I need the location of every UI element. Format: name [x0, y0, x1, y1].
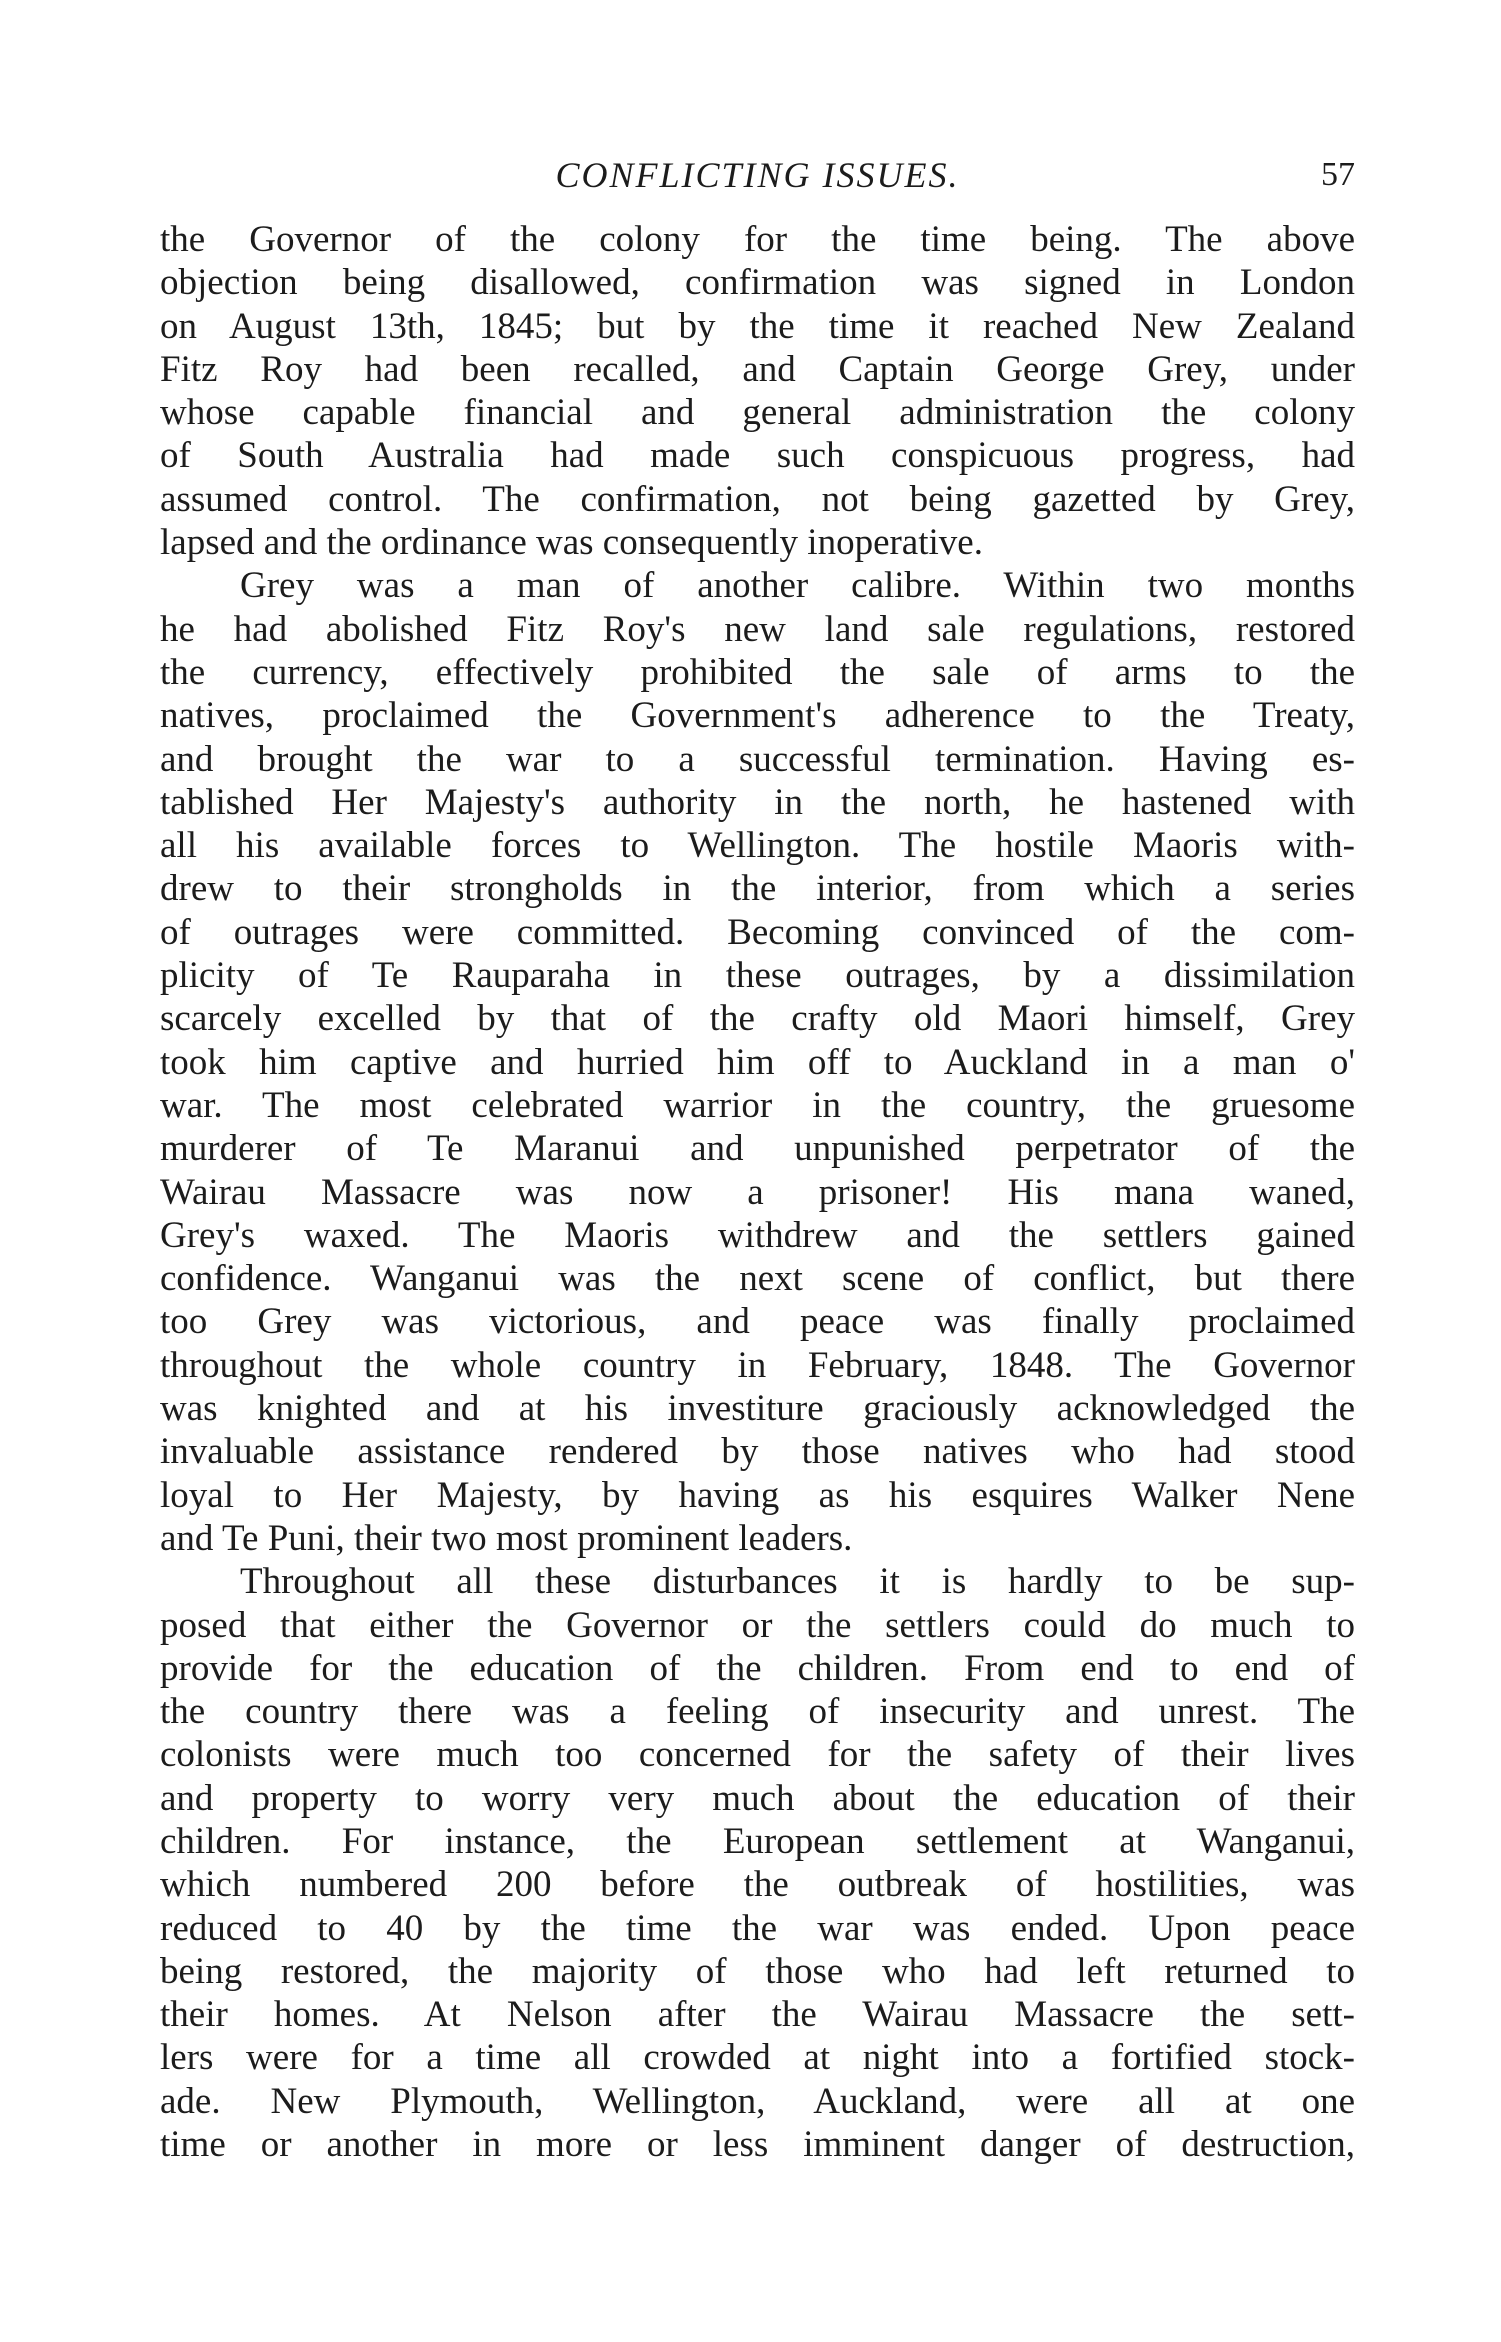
text-line: all his available forces to Wellington. The hostile Maoris with- — [160, 825, 1355, 867]
text-line: the country there was a feeling of insecurity and unrest. The — [160, 1691, 1355, 1733]
text-line: Throughout all these disturbances it is hardly to be sup- — [240, 1561, 1355, 1603]
text-line: the Governor of the colony for the time being. The above — [160, 219, 1355, 260]
text-line: the currency, effectively prohibited the sale of arms to the — [160, 651, 1355, 693]
text-line: children. For instance, the European settlement at Wanganui, — [160, 1820, 1355, 1862]
page-header — [160, 145, 1355, 205]
paragraph-3 — [160, 1560, 1355, 2166]
text-line: invaluable assistance rendered by those natives who had stood — [160, 1431, 1355, 1473]
text-line: of South Australia had made such conspicuous progress, had — [160, 435, 1355, 477]
text-line: Wairau Massacre was now a prisoner! His mana waned, — [160, 1171, 1355, 1213]
text-line: being restored, the majority of those who had left returned to — [160, 1950, 1355, 1992]
text-line: throughout the whole country in February, 1848. The Governor — [160, 1344, 1355, 1386]
running-title: CONFLICTING ISSUES. — [555, 155, 960, 195]
text-line: loyal to Her Majesty, by having as his esquires Walker Nene — [160, 1474, 1355, 1516]
text-line: which numbered 200 before the outbreak of hostilities, was — [160, 1864, 1355, 1906]
text-line: too Grey was victorious, and peace was finally proclaimed — [160, 1301, 1355, 1343]
text-line: on August 13th, 1845; but by the time it reached New Zealand — [160, 305, 1355, 347]
page-number: 57 — [1321, 156, 1355, 193]
body-text — [160, 218, 1355, 2166]
text-line: scarcely excelled by that of the crafty old Maori himself, Grey — [160, 998, 1355, 1040]
text-line: Grey was a man of another calibre. Within two months — [240, 565, 1355, 607]
paragraph-2 — [160, 564, 1355, 1560]
text-line: natives, proclaimed the Government's adherence to the Treaty, — [160, 695, 1355, 737]
text-line: objection being disallowed, confirmation was signed in London — [160, 262, 1355, 304]
text-line: he had abolished Fitz Roy's new land sale regulations, restored — [160, 608, 1355, 650]
text-line: was knighted and at his investiture graciously acknowledged the — [160, 1388, 1355, 1430]
text-line: plicity of Te Rauparaha in these outrages, by a dissimilation — [160, 955, 1355, 997]
text-line: ade. New Plymouth, Wellington, Auckland, were all at one — [160, 2080, 1355, 2122]
text-line: their homes. At Nelson after the Wairau Massacre the sett- — [160, 1994, 1355, 2036]
text-line: lapsed and the ordinance was consequently inoperative. — [160, 522, 983, 564]
text-line: provide for the education of the children. From end to end of — [160, 1647, 1355, 1689]
text-line: Fitz Roy had been recalled, and Captain George Grey, under — [160, 348, 1355, 390]
text-line: and property to worry very much about the education of their — [160, 1777, 1355, 1819]
text-line: whose capable financial and general administration the colony — [160, 392, 1355, 434]
text-line: assumed control. The confirmation, not being gazetted by Grey, — [160, 478, 1355, 520]
text-line: reduced to 40 by the time the war was ended. Upon peace — [160, 1907, 1355, 1949]
paragraph-1 — [160, 218, 1355, 564]
text-line: of outrages were committed. Becoming convinced of the com- — [160, 911, 1355, 953]
text-line: murderer of Te Maranui and unpunished perpetrator of the — [160, 1128, 1355, 1170]
text-line: Grey's waxed. The Maoris withdrew and the settlers gained — [160, 1214, 1355, 1256]
text-line: and Te Puni, their two most prominent leaders. — [160, 1517, 853, 1559]
text-line: took him captive and hurried him off to Auckland in a man o' — [160, 1041, 1355, 1083]
text-line: time or another in more or less imminent danger of destruction, — [160, 2124, 1355, 2166]
text-line: tablished Her Majesty's authority in the north, he hastened with — [160, 781, 1355, 823]
text-line: and brought the war to a successful termination. Having es- — [160, 738, 1355, 780]
text-line: colonists were much too concerned for the safety of their lives — [160, 1734, 1355, 1776]
text-line: confidence. Wanganui was the next scene of conflict, but there — [160, 1258, 1355, 1300]
text-line: drew to their strongholds in the interior, from which a series — [160, 868, 1355, 910]
text-line: war. The most celebrated warrior in the country, the gruesome — [160, 1084, 1355, 1126]
text-line: lers were for a time all crowded at night into a fortified stock- — [160, 2037, 1355, 2079]
text-line: posed that either the Governor or the settlers could do much to — [160, 1604, 1355, 1646]
